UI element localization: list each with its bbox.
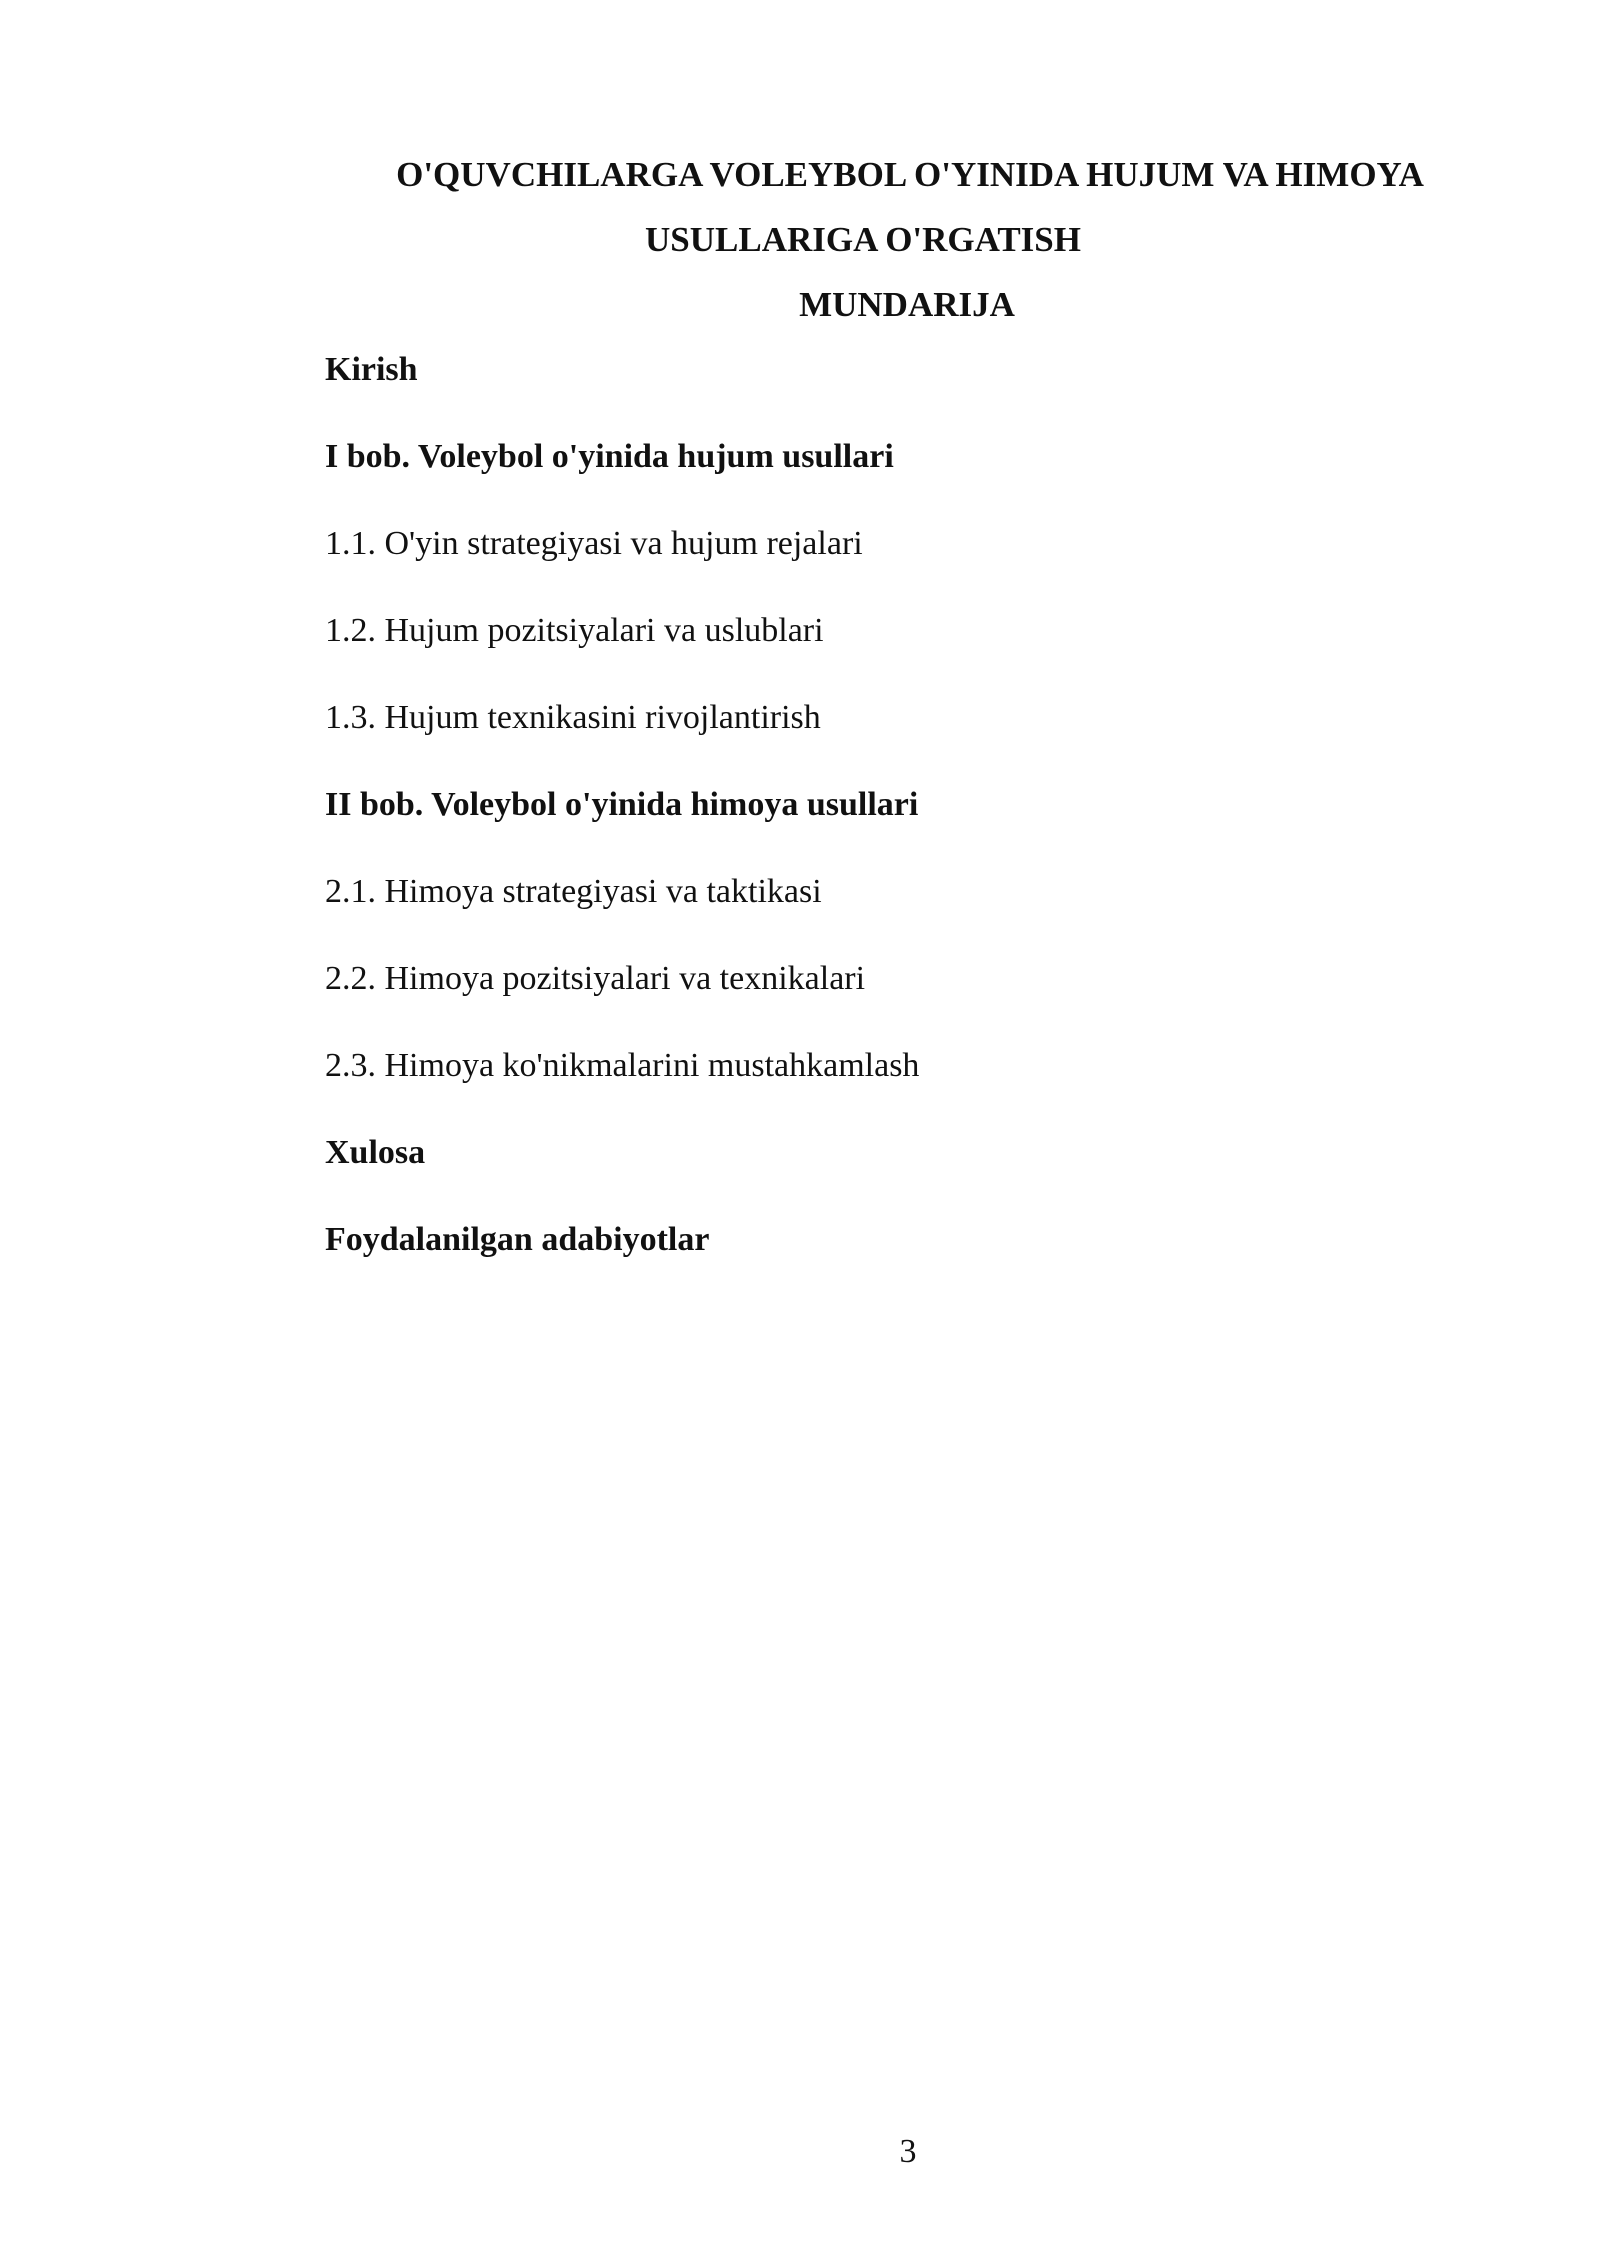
page-number bbox=[0, 2130, 1600, 2174]
page-number-text: 3 bbox=[899, 2133, 917, 2170]
toc-entry-2-2: 2.2. Himoya pozitsiyalari va texnikalari bbox=[325, 960, 866, 997]
toc-entry-kirish: Kirish bbox=[325, 351, 418, 388]
toc-entry-1-3: 1.3. Hujum texnikasini rivojlantirish bbox=[325, 699, 821, 736]
toc-heading-text: MUNDARIJA bbox=[799, 285, 1015, 324]
toc-entry-chapter-2: II bob. Voleybol o'yinida himoya usullari bbox=[325, 786, 919, 823]
toc-entry-chapter-1: I bob. Voleybol o'yinida hujum usullari bbox=[325, 438, 894, 475]
toc-entry-2-1: 2.1. Himoya strategiyasi va taktikasi bbox=[325, 873, 822, 910]
title-text-1: O'QUVCHILARGA VOLEYBOL O'YINIDA HUJUM VA HIMOYA bbox=[396, 155, 1424, 194]
document-title-line-1 bbox=[0, 153, 1600, 197]
toc-entry-xulosa: Xulosa bbox=[325, 1134, 426, 1171]
toc-entry-bibliography: Foydalanilgan adabiyotlar bbox=[325, 1221, 710, 1258]
title-text-2: USULLARIGA O'RGATISH bbox=[645, 220, 1081, 259]
toc-entry-1-1: 1.1. O'yin strategiyasi va hujum rejalari bbox=[325, 525, 863, 562]
toc-heading bbox=[0, 283, 1600, 327]
toc-entry-1-2: 1.2. Hujum pozitsiyalari va uslublari bbox=[325, 612, 824, 649]
document-title-line-2 bbox=[0, 218, 1600, 262]
toc-entry-2-3: 2.3. Himoya ko'nikmalarini mustahkamlash bbox=[325, 1047, 920, 1084]
